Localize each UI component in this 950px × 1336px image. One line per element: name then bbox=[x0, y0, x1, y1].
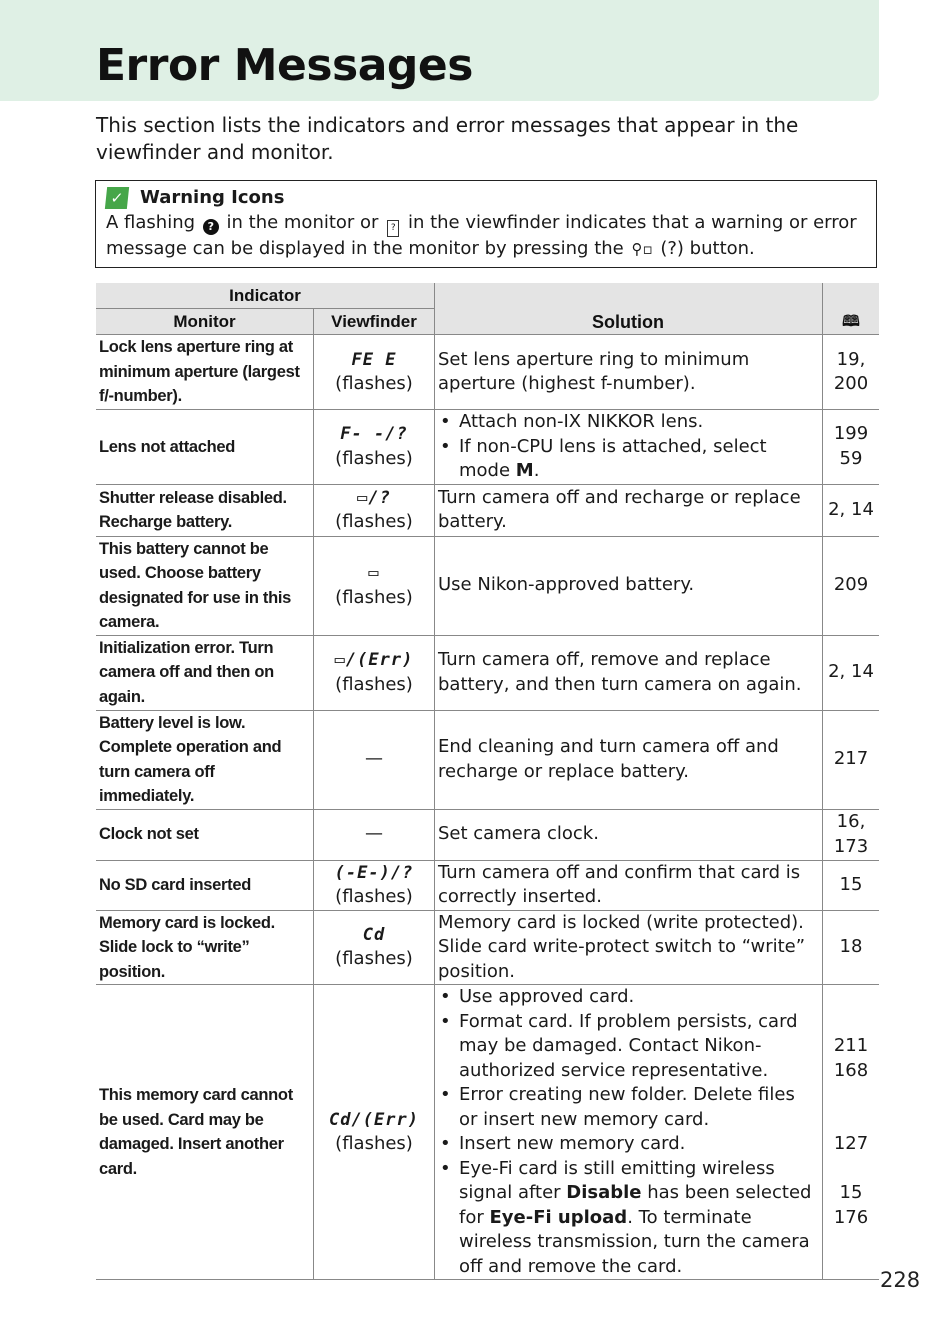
solution bbox=[435, 860, 823, 910]
page-ref: 2, 14 bbox=[828, 498, 874, 520]
monitor-message: This battery cannot be used. Choose battery designated for use in this camera. bbox=[96, 536, 314, 635]
book-icon: 🕮 bbox=[842, 312, 860, 330]
page-reference bbox=[823, 985, 880, 1280]
list-item: • Use approved card. bbox=[438, 985, 818, 1010]
table-row bbox=[96, 985, 879, 1280]
page-ref bbox=[827, 1157, 875, 1182]
monitor-message: No SD card inserted bbox=[96, 860, 314, 910]
viewfinder-note: (flashes) bbox=[335, 586, 413, 608]
solution bbox=[435, 335, 823, 410]
page-ref: 211 bbox=[833, 1035, 869, 1056]
page-reference bbox=[823, 710, 880, 809]
viewfinder-code: F- -/? bbox=[340, 424, 408, 445]
solution-text: Turn camera off and confirm that card is correctly inserted. bbox=[438, 861, 801, 907]
page-ref: 168 bbox=[833, 1059, 869, 1081]
page-ref: 217 bbox=[833, 748, 869, 770]
viewfinder-indicator bbox=[314, 860, 435, 910]
viewfinder-code: Cd/(Err) bbox=[329, 1109, 419, 1130]
page-ref bbox=[827, 1083, 875, 1108]
viewfinder-code: ▭/? bbox=[357, 487, 391, 508]
monitor-message: This memory card cannot be used. Card may be damaged. Insert another card. bbox=[96, 985, 314, 1280]
viewfinder-note: (flashes) bbox=[335, 1133, 413, 1154]
viewfinder-warning-icon: ? bbox=[387, 220, 399, 237]
solution bbox=[435, 536, 823, 635]
page-ref: 15 bbox=[839, 1182, 863, 1203]
note-text-4: (?) button. bbox=[660, 238, 755, 259]
viewfinder-indicator bbox=[314, 335, 435, 410]
list-item: • Error creating new folder. Delete files or insert new memory card. bbox=[438, 1083, 818, 1132]
solution bbox=[435, 710, 823, 809]
check-icon: ✓ bbox=[105, 187, 129, 209]
list-item: • Eye-Fi card is still emitting wireless signal after Disable has been selected for Eye-Fi upload. To terminate wireless transmission, turn the camera off and remove the card. bbox=[438, 1157, 818, 1280]
error-messages-table bbox=[96, 283, 879, 1280]
table-row bbox=[96, 410, 879, 485]
viewfinder-indicator bbox=[314, 635, 435, 710]
viewfinder-indicator bbox=[314, 410, 435, 485]
viewfinder-note: (flashes) bbox=[335, 511, 413, 532]
viewfinder-code: ▭ bbox=[368, 563, 380, 583]
page-ref: 16, 173 bbox=[833, 811, 869, 857]
page-ref: 2, 14 bbox=[828, 661, 874, 683]
viewfinder-code: — bbox=[365, 748, 383, 770]
header-indicator: Indicator bbox=[96, 283, 435, 309]
page-reference bbox=[823, 536, 880, 635]
solution-text: Turn camera off, remove and replace battery, and then turn camera on again. bbox=[438, 649, 802, 695]
solution-list bbox=[438, 985, 818, 1279]
viewfinder-indicator bbox=[314, 536, 435, 635]
viewfinder-indicator bbox=[314, 484, 435, 536]
page-reference bbox=[823, 335, 880, 410]
viewfinder-indicator bbox=[314, 710, 435, 809]
intro-text: This section lists the indicators and error messages that appear in the viewfinder and monitor. bbox=[96, 113, 799, 164]
page-reference bbox=[823, 410, 880, 485]
viewfinder-note: (flashes) bbox=[335, 673, 413, 695]
solution-text: Turn camera off and recharge or replace battery. bbox=[438, 486, 801, 532]
solution bbox=[435, 635, 823, 710]
page-reference bbox=[823, 635, 880, 710]
table-row bbox=[96, 809, 879, 860]
note-text-2: in the monitor or bbox=[226, 212, 379, 233]
table-row bbox=[96, 860, 879, 910]
page-ref: 15 bbox=[839, 873, 863, 895]
solution-text: Set lens aperture ring to minimum aperture (highest f-number). bbox=[438, 348, 750, 394]
table-row bbox=[96, 536, 879, 635]
page-title: Error Messages bbox=[96, 40, 473, 91]
solution-text: Memory card is locked (write protected). Slide card write-protect switch to “write” position. bbox=[438, 911, 806, 982]
solution bbox=[435, 910, 823, 985]
page-ref: 18 bbox=[839, 936, 863, 957]
page-reference bbox=[823, 809, 880, 860]
monitor-message: Memory card is locked. Slide lock to “write” position. bbox=[96, 910, 314, 985]
viewfinder-indicator bbox=[314, 809, 435, 860]
viewfinder-code: — bbox=[365, 823, 383, 845]
list-item: • Format card. If problem persists, card may be damaged. Contact Nikon-authorized service representative. bbox=[438, 1010, 818, 1084]
note-text-3: in the viewfinder indicates that a warning or error message can be displayed in the monitor by pressing the bbox=[106, 212, 857, 259]
viewfinder-code: FE E bbox=[351, 349, 397, 370]
solution-list bbox=[438, 410, 818, 484]
viewfinder-note: (flashes) bbox=[335, 948, 413, 970]
list-item: • Insert new memory card. bbox=[438, 1132, 818, 1157]
monitor-message: Battery level is low. Complete operation and turn camera off immediately. bbox=[96, 710, 314, 809]
header-solution: Solution bbox=[435, 283, 823, 335]
page-number: 228 bbox=[880, 1268, 921, 1292]
monitor-message: Initialization error. Turn camera off and then on again. bbox=[96, 635, 314, 710]
warning-icons-note bbox=[95, 180, 877, 268]
monitor-message: Shutter release disabled. Recharge battery. bbox=[96, 484, 314, 536]
monitor-warning-icon: ? bbox=[203, 219, 219, 235]
solution-text: Use Nikon-approved battery. bbox=[438, 574, 695, 596]
table-row bbox=[96, 335, 879, 410]
viewfinder-note: (flashes) bbox=[335, 447, 413, 469]
table-body bbox=[96, 335, 879, 1280]
monitor-message: Lock lens aperture ring at minimum aperture (largest f/-number). bbox=[96, 335, 314, 410]
solution bbox=[435, 985, 823, 1280]
table-row bbox=[96, 910, 879, 985]
note-heading bbox=[106, 186, 866, 210]
list-item: • If non-CPU lens is attached, select mode M. bbox=[438, 435, 818, 484]
header-monitor: Monitor bbox=[96, 309, 314, 335]
monitor-message: Lens not attached bbox=[96, 410, 314, 485]
table-row bbox=[96, 484, 879, 536]
page-reference bbox=[823, 910, 880, 985]
note-text-1: A flashing bbox=[106, 212, 196, 233]
viewfinder-note: (flashes) bbox=[335, 373, 413, 394]
page-reference bbox=[823, 484, 880, 536]
viewfinder-indicator bbox=[314, 910, 435, 985]
viewfinder-code: Cd bbox=[362, 924, 386, 945]
solution bbox=[435, 809, 823, 860]
page-ref: 199 bbox=[833, 423, 869, 445]
viewfinder-note: (flashes) bbox=[335, 886, 413, 907]
solution-text: End cleaning and turn camera off and recharge or replace battery. bbox=[438, 736, 779, 782]
page-ref: 19, 200 bbox=[833, 348, 869, 394]
table-row bbox=[96, 710, 879, 809]
viewfinder-indicator bbox=[314, 985, 435, 1280]
page-ref: 209 bbox=[833, 574, 869, 596]
list-item: • Attach non-IX NIKKOR lens. bbox=[438, 410, 818, 435]
page-ref: 127 bbox=[833, 1133, 869, 1154]
solution bbox=[435, 484, 823, 536]
page-ref: 59 bbox=[839, 447, 863, 469]
zoom-out-help-icon: ⚲▫ bbox=[631, 240, 653, 258]
page-ref: 176 bbox=[833, 1206, 869, 1228]
note-body bbox=[106, 211, 866, 262]
solution bbox=[435, 410, 823, 485]
header-viewfinder: Viewfinder bbox=[314, 309, 435, 335]
note-heading-text: Warning Icons bbox=[140, 187, 285, 208]
viewfinder-code: ▭/(Err) bbox=[334, 650, 414, 670]
page-reference bbox=[823, 860, 880, 910]
table-row bbox=[96, 635, 879, 710]
page-ref bbox=[827, 1108, 875, 1133]
viewfinder-code: (-E-)/? bbox=[334, 862, 414, 883]
solution-text: Set camera clock. bbox=[438, 823, 599, 845]
header-page bbox=[823, 283, 880, 335]
monitor-message: Clock not set bbox=[96, 809, 314, 860]
